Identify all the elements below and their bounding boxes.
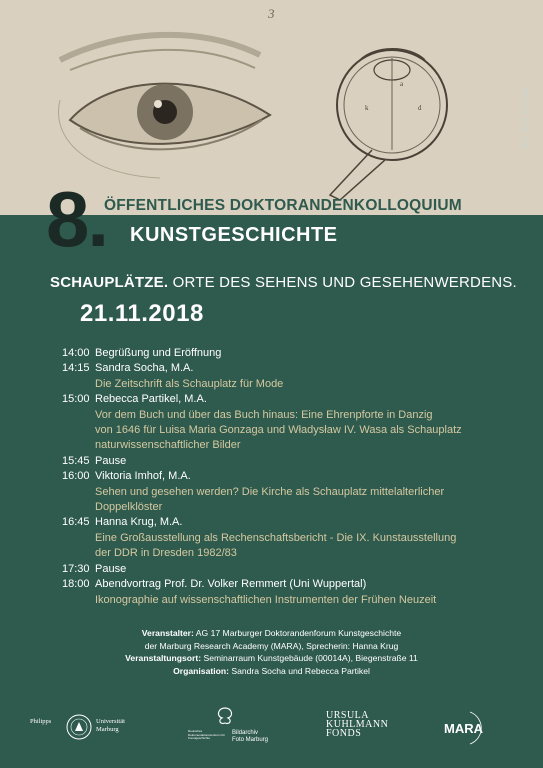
program-text: Die Zeitschrift als Schauplatz für Mode — [95, 377, 284, 390]
foto-marburg-text: Foto Marburg — [232, 737, 269, 743]
program-text: Pause — [95, 562, 127, 575]
program-description — [62, 485, 502, 500]
svg-text:d: d — [418, 104, 422, 112]
program-text: Begrüßung und Eröffnung — [95, 347, 222, 359]
program-time — [62, 485, 95, 500]
program-description — [62, 377, 502, 392]
program-text: Doppelklöster — [95, 501, 163, 514]
program-entry — [62, 361, 502, 376]
organisation-text: Sandra Socha und Rebecca Partikel — [228, 665, 370, 676]
svg-text:a: a — [400, 80, 404, 88]
svg-text:k: k — [365, 104, 369, 112]
program-time — [62, 546, 95, 561]
ursula-kuhlmann-fonds-logo — [326, 711, 388, 738]
program-text: naturwissenschaftlicher Bilder — [95, 439, 241, 452]
bildarchiv-text: Bildarchiv — [232, 730, 259, 736]
subtitle-bold: SCHAUPLÄTZE. — [50, 274, 169, 291]
organisation-label: Organisation: — [173, 665, 229, 676]
program-text: Sehen und gesehen werden? Die Kirche als Schauplatz mittelalterlicher — [95, 485, 445, 498]
university-seal-icon — [66, 714, 92, 740]
program-time: 15:45 — [62, 454, 90, 467]
program-time — [62, 500, 95, 515]
event-title-line1: ÖFFENTLICHES DOKTORANDENKOLLOQUIUM — [104, 197, 462, 214]
venue-label: Veranstaltungsort: — [125, 653, 202, 664]
program-text: Viktoria Imhof, M.A. — [95, 470, 191, 483]
program-text: Hanna Krug, M.A. — [95, 516, 183, 529]
kuhlmann-text: KUHLMANN — [326, 719, 389, 730]
program-time: 17:30 — [62, 562, 90, 575]
image-credit: Abb.: SUB Göttingen — [522, 85, 529, 150]
program-time — [62, 438, 95, 453]
program-description — [62, 531, 502, 546]
program-entry — [62, 346, 502, 361]
event-title-line2: KUNSTGESCHICHTE — [130, 224, 338, 246]
footer-info — [40, 627, 503, 677]
program-time — [62, 593, 95, 608]
program-time: 15:00 — [62, 393, 90, 406]
philipps-text: Philipps — [30, 718, 52, 725]
program-entry — [62, 562, 502, 577]
program-text: Sandra Socha, M.A. — [95, 362, 194, 375]
program-text: Vor dem Buch und über das Buch hinaus: Eine Ehrenpforte in Danzig — [95, 408, 433, 421]
program-time — [62, 408, 95, 423]
fonds-text: FONDS — [326, 728, 362, 739]
program-text: Ikonographie auf wissenschaftlichen Instrumenten der Frühen Neuzeit — [95, 593, 437, 606]
program-description — [62, 593, 502, 608]
program-time — [62, 423, 95, 438]
program-time: 14:00 — [62, 347, 90, 359]
organizer-text: AG 17 Marburger Doktorandenforum Kunstgeschichte — [193, 628, 402, 638]
marburg-text: Marburg — [96, 726, 119, 733]
event-subtitle — [50, 274, 517, 291]
subtitle-rest: ORTE DES SEHENS UND GESEHENWERDENS. — [168, 274, 517, 291]
program-description — [62, 500, 502, 515]
organizer-text2: der Marburg Research Academy (MARA), Sprecherin: Hanna Krug — [144, 640, 399, 651]
program-time: 16:45 — [62, 516, 90, 529]
program-schedule — [62, 346, 502, 608]
bildarchiv-small-text: Deutsches Dokumentationszentrum für Kunstgeschichte — [188, 729, 225, 741]
program-text: Pause — [95, 454, 127, 467]
event-date: 21.11.2018 — [80, 300, 204, 327]
program-time: 14:15 — [62, 362, 90, 375]
program-text: von 1646 für Luisa Maria Gonzaga und Władysław IV. Wasa als Schauplatz — [95, 424, 462, 437]
bildarchiv-emblem-icon — [214, 706, 236, 726]
program-time — [62, 377, 95, 392]
mara-text: MARA — [444, 721, 483, 736]
program-time: 16:00 — [62, 470, 90, 483]
program-description — [62, 423, 502, 438]
program-entry — [62, 392, 502, 407]
edition-number: 8. — [46, 175, 108, 263]
venue-text: Seminarraum Kunstgebäude (00014A), Biegenstraße 11 — [201, 653, 418, 664]
program-text: der DDR in Dresden 1982/83 — [95, 547, 237, 560]
program-text: Rebecca Partikel, M.A. — [95, 393, 207, 406]
universitaet-text: Universität — [96, 718, 125, 725]
program-text: Eine Großausstellung als Rechenschaftsbericht - Die IX. Kunstausstellung — [95, 531, 457, 544]
program-entry — [62, 454, 502, 469]
program-text: Abendvortrag Prof. Dr. Volker Remmert (Uni Wuppertal) — [95, 578, 367, 591]
program-entry — [62, 469, 502, 484]
program-entry — [62, 515, 502, 530]
organizer-label: Veranstalter: — [141, 628, 194, 638]
program-description — [62, 438, 502, 453]
program-description — [62, 408, 502, 423]
program-entry — [62, 577, 502, 592]
program-description — [62, 546, 502, 561]
program-time: 18:00 — [62, 578, 90, 591]
program-time — [62, 531, 95, 546]
page-number: 3 — [268, 6, 275, 21]
ursula-text: URSULA — [326, 710, 370, 721]
sponsor-logos — [0, 700, 543, 760]
